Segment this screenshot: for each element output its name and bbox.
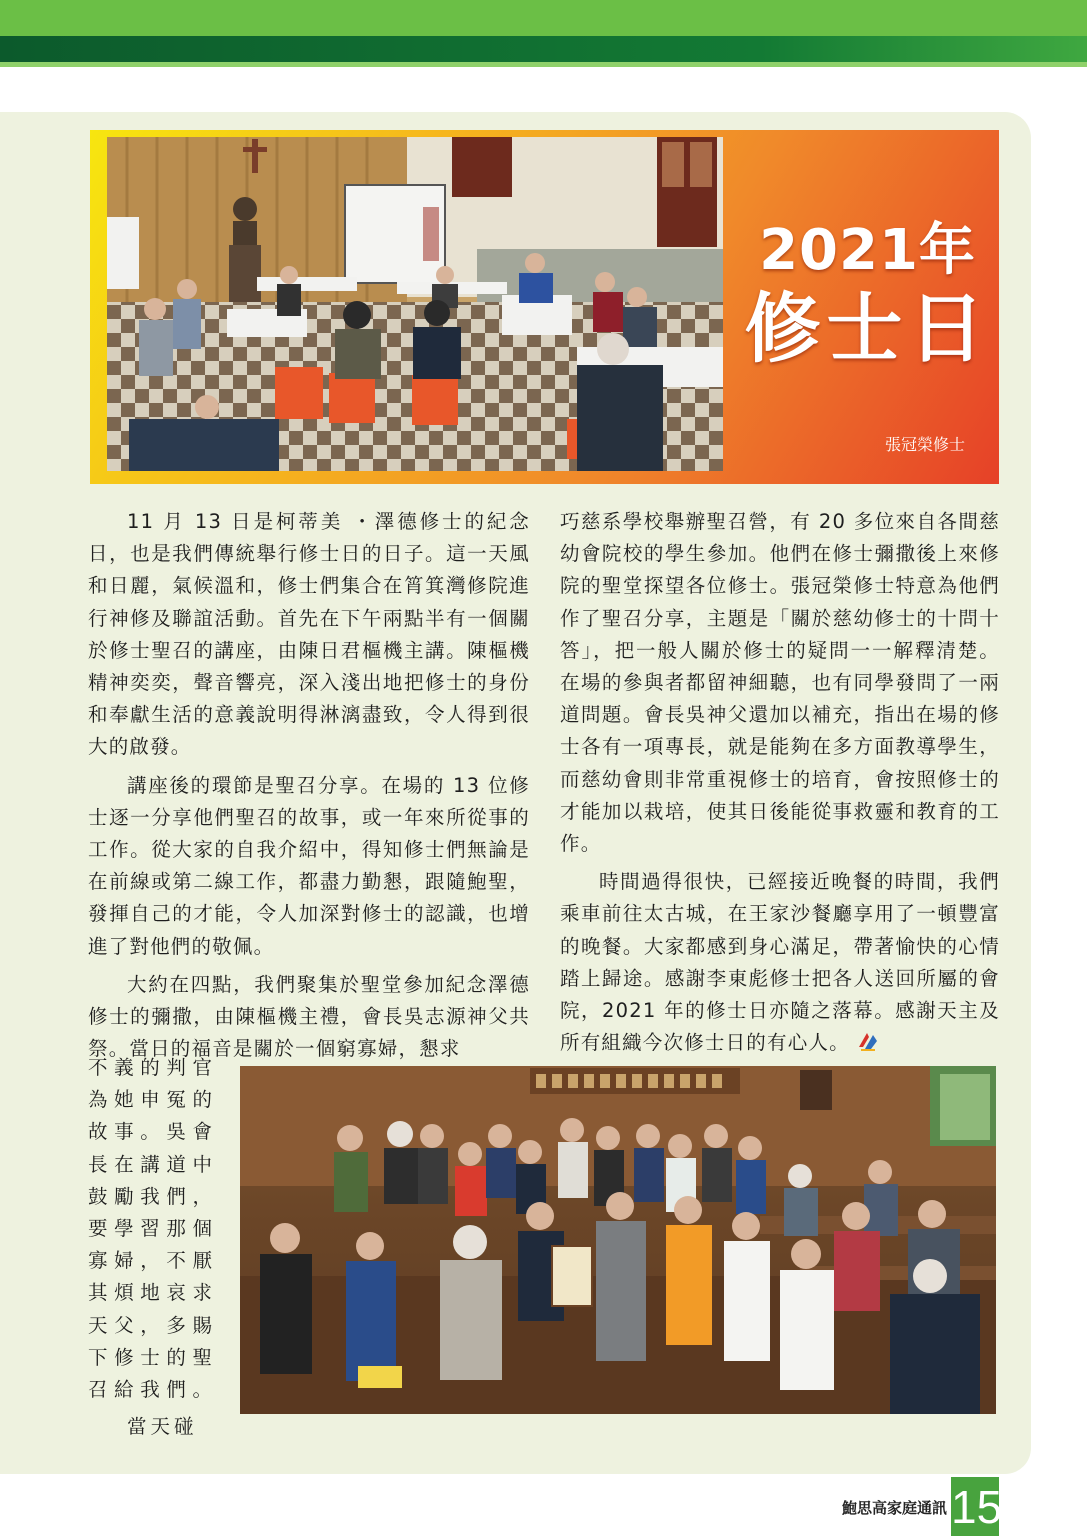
article-narrow-column [88, 1052, 216, 1443]
article-left-column [88, 506, 530, 1065]
page-number: 15 [951, 1477, 999, 1536]
seminar-photo-illustration [107, 137, 723, 471]
seminar-photo [107, 137, 723, 471]
header-band-light [0, 0, 1087, 36]
paragraph: 講座後的環節是聖召分享。在場的 13 位修士逐一分享他們聖召的故事，或一年來所從事的工作。從大家的自我介紹中，得知修士們無論是在前線或第二線工作，都盡力勤懇，跟隨鮑聖，發揮自己的才能，令人加深對修士的認識，也增進了對他們的敬佩。 [88, 773, 530, 958]
paragraph-closing [560, 866, 1000, 1059]
page-title [740, 218, 995, 374]
paragraph: 大約在四點，我們聚集於聖堂參加紀念澤德修士的彌撒，由陳樞機主禮，會長吳志源神父共祭。當日的福音是關於一個窮寡婦，懇求 [88, 972, 530, 1061]
paragraph: 巧慈系學校舉辦聖召營，有 20 多位來自各間慈幼會院校的學生參加。他們在修士彌撒後上來修院的聖堂探望各位修士。張冠榮修士特意為他們作了聖召分享，主題是「關於慈幼修士的十問十答」，把一般人關於修士的疑問一一解釋清楚。在場的參與者都留神細聽，也有同學發問了一兩道問題。會長吳神父還加以補充，指出在場的修士各有一項專長，就是能夠在多方面教導學生，而慈幼會則非常重視修士的培育，會按照修士的才能加以栽培，使其日後能從事救靈和教育的工作。 [560, 510, 1000, 856]
paragraph-text: 時間過得很快，已經接近晚餐的時間，我們乘車前往太古城，在王家沙餐廳享用了一頓豐富的晚餐。大家都感到身心滿足，帶著愉快的心情踏上歸途。感謝李東彪修士把各人送回所屬的會院，2021 年的修士日亦隨之落幕。感謝天主及所有組織今次修士日的有心人。 [560, 870, 1000, 1055]
group-photo [240, 1066, 996, 1414]
title-year: 2021年 [759, 218, 976, 283]
article-right-column [560, 506, 1000, 1059]
group-photo-illustration [240, 1066, 996, 1414]
author-byline: 張冠榮修士 [884, 435, 965, 454]
title-name: 修士日 [744, 284, 991, 373]
header-band-line [0, 62, 1087, 67]
paragraph: 當天碰 [127, 1415, 198, 1439]
publication-name: 鮑思高家庭通訊 [841, 1499, 947, 1517]
paragraph: 不義的判官為她申冤的故事。吳會長在講道中鼓勵我們，要學習那個寡婦，不厭其煩地哀求天父，多賜下修士的聖召給我們。 [88, 1056, 216, 1402]
salesian-logo-icon [856, 1029, 880, 1053]
paragraph: 11 月 13 日是柯蒂美 ・澤德修士的紀念日，也是我們傳統舉行修士日的日子。這一天風和日麗，氣候溫和，修士們集合在筲箕灣修院進行神修及聯誼活動。首先在下午兩點半有一個關於修士聖召的講座，由陳日君樞機主講。陳樞機精神奕奕，聲音響亮，深入淺出地把修士的身份和奉獻生活的意義說明得淋漓盡致，令人得到很大的啟發。 [88, 510, 530, 759]
header-band-dark [0, 36, 1087, 62]
